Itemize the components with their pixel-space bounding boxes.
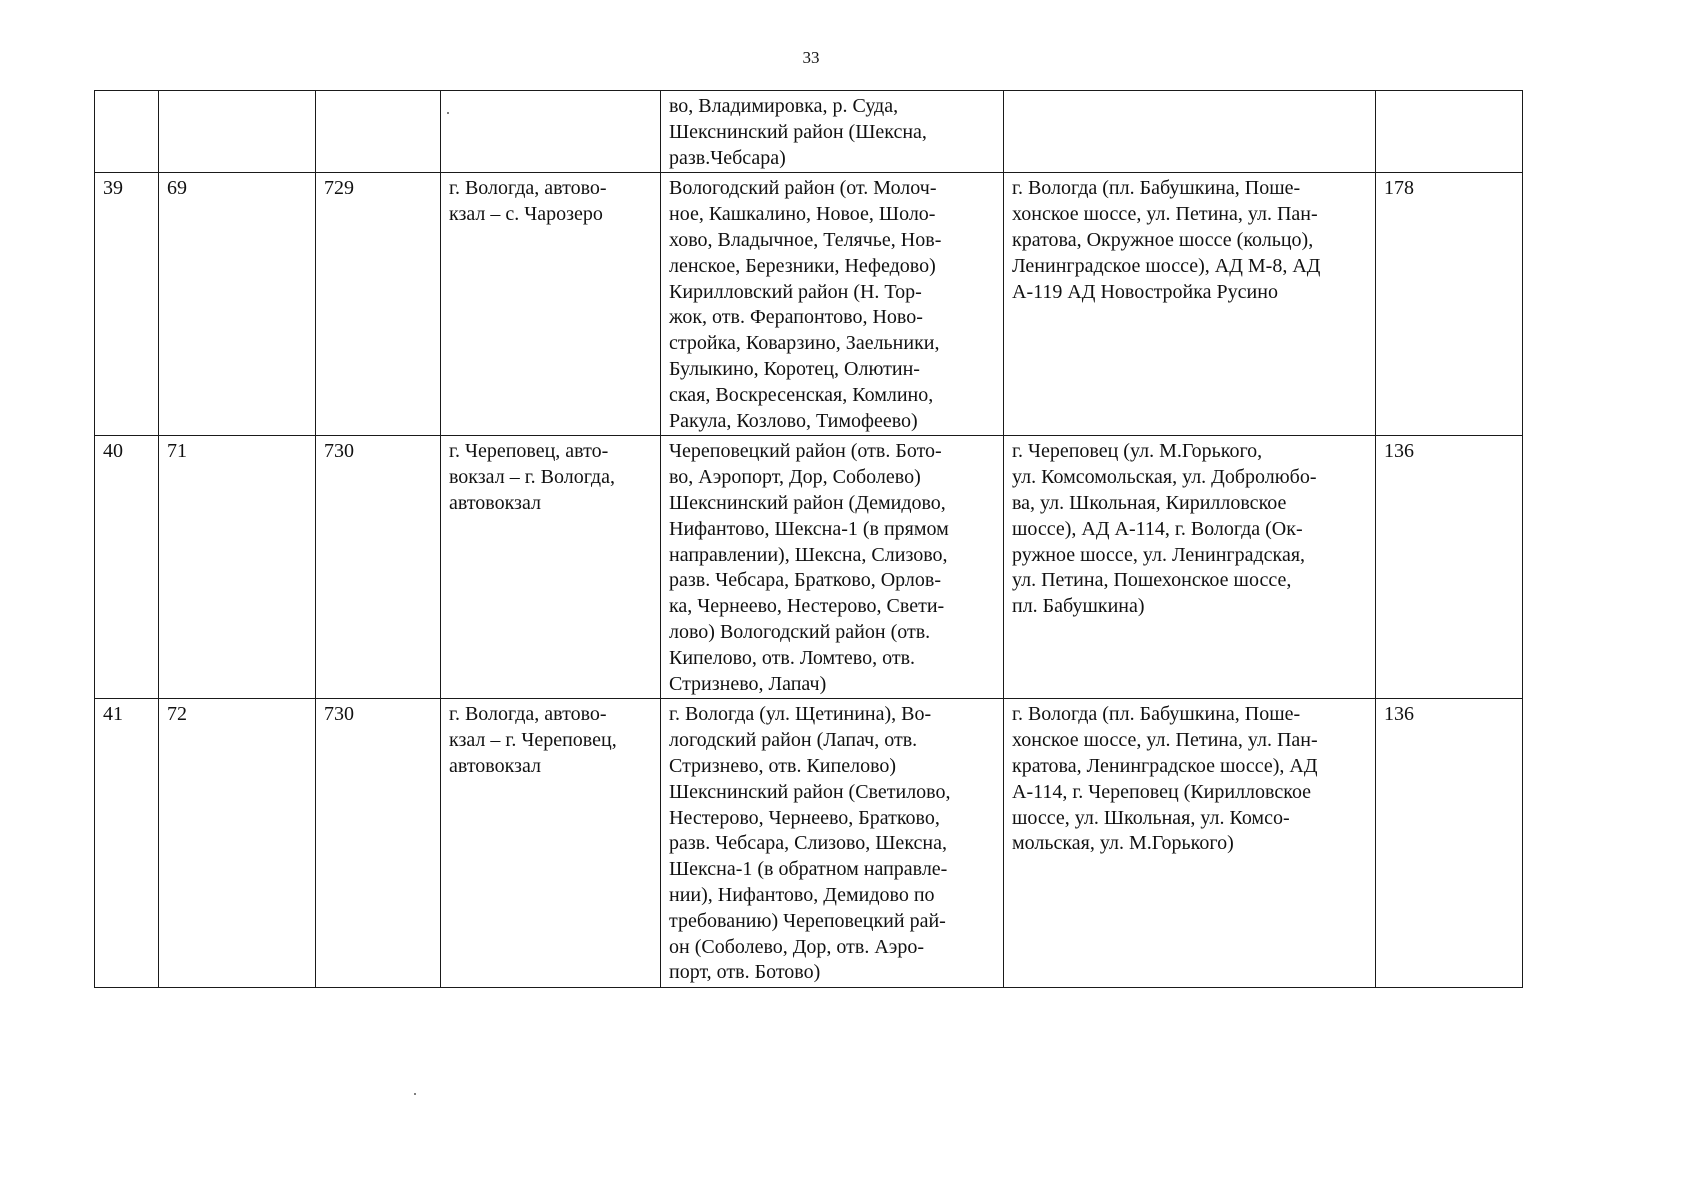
table-cell-intermediate-stops: во, Владимировка, р. Суда, Шекснинский район (Шексна, разв.Чебсара) — [661, 91, 1004, 173]
table-cell-route-name: г. Вологда, автово- кзал – г. Череповец, автовокзал — [441, 699, 661, 988]
table-row — [95, 173, 1523, 436]
table-cell-intermediate-stops: г. Вологда (ул. Щетинина), Во- логодский район (Лапач, отв. Стризнево, отв. Кипелово) Шекснинский район (Светилово, Нестерово, Чернеево, Братково, разв. Чебсара, Слизово, Шексна, Шексна-1 (в обратном направле- нии), Нифантово, Демидово по требованию) Череповецкий рай- он (Соболево, Дор, отв. Аэро- порт, отв. Ботово) — [661, 699, 1004, 988]
route-table-container — [94, 90, 1522, 988]
table-cell-index: 39 — [95, 173, 159, 436]
table-cell-registry-number — [316, 91, 441, 173]
table-cell-route-name: г. Вологда, автово- кзал – с. Чарозеро — [441, 173, 661, 436]
table-cell-streets-roads: г. Вологда (пл. Бабушкина, Поше- хонское шоссе, ул. Петина, ул. Пан- кратова, Окружное шоссе (кольцо), Ленинградское шоссе), АД М-8, АД А-119 АД Новостройка Русино — [1004, 173, 1376, 436]
scan-speck — [414, 1093, 416, 1095]
table-cell-streets-roads: г. Вологда (пл. Бабушкина, Поше- хонское шоссе, ул. Петина, ул. Пан- кратова, Ленинградское шоссе), АД А-114, г. Череповец (Кирилловское шоссе, ул. Школьная, ул. Комсо- мольская, ул. М.Горького) — [1004, 699, 1376, 988]
table-cell-index — [95, 91, 159, 173]
table-cell-registry-number: 730 — [316, 699, 441, 988]
table-cell-length: 178 — [1376, 173, 1523, 436]
table-cell-intermediate-stops: Череповецкий район (отв. Бото- во, Аэропорт, Дор, Соболево) Шекснинский район (Демидово, Нифантово, Шексна-1 (в прямом направлении), Шексна, Слизово, разв. Чебсара, Братково, Орлов- ка, Чернеево, Нестерово, Свети- лово) Вологодский район (отв. Кипелово, отв. Ломтево, отв. Стризнево, Лапач) — [661, 436, 1004, 699]
scan-speck — [447, 112, 449, 114]
table-cell-registry-number: 729 — [316, 173, 441, 436]
table-row — [95, 91, 1523, 173]
table-cell-registry-number: 730 — [316, 436, 441, 699]
table-cell-length — [1376, 91, 1523, 173]
page-number: 33 — [802, 48, 820, 67]
table-cell-length: 136 — [1376, 699, 1523, 988]
route-table — [94, 90, 1523, 988]
table-cell-streets-roads: г. Череповец (ул. М.Горького, ул. Комсомольская, ул. Добролюбо- ва, ул. Школьная, Кирилловское шоссе), АД А-114, г. Вологда (Ок- ружное шоссе, ул. Ленинградская, ул. Петина, Пошехонское шоссе, пл. Бабушкина) — [1004, 436, 1376, 699]
table-cell-route-number: 69 — [159, 173, 316, 436]
table-cell-length: 136 — [1376, 436, 1523, 699]
table-cell-route-number: 72 — [159, 699, 316, 988]
table-cell-index: 41 — [95, 699, 159, 988]
table-cell-index: 40 — [95, 436, 159, 699]
table-cell-intermediate-stops: Вологодский район (от. Молоч- ное, Кашкалино, Новое, Шоло- хово, Владычное, Телячье, Нов- ленское, Березники, Нефедово) Кирилловский район (Н. Тор- жок, отв. Ферапонтово, Ново- стройка, Коварзино, Заельники, Булыкино, Коротец, Олютин- ская, Воскресенская, Комлино, Ракула, Козлово, Тимофеево) — [661, 173, 1004, 436]
table-cell-route-name: г. Череповец, авто- вокзал – г. Вологда, автовокзал — [441, 436, 661, 699]
table-cell-route-number: 71 — [159, 436, 316, 699]
table-row — [95, 699, 1523, 988]
table-cell-route-name — [441, 91, 661, 173]
table-row — [95, 436, 1523, 699]
table-cell-streets-roads — [1004, 91, 1376, 173]
table-cell-route-number — [159, 91, 316, 173]
